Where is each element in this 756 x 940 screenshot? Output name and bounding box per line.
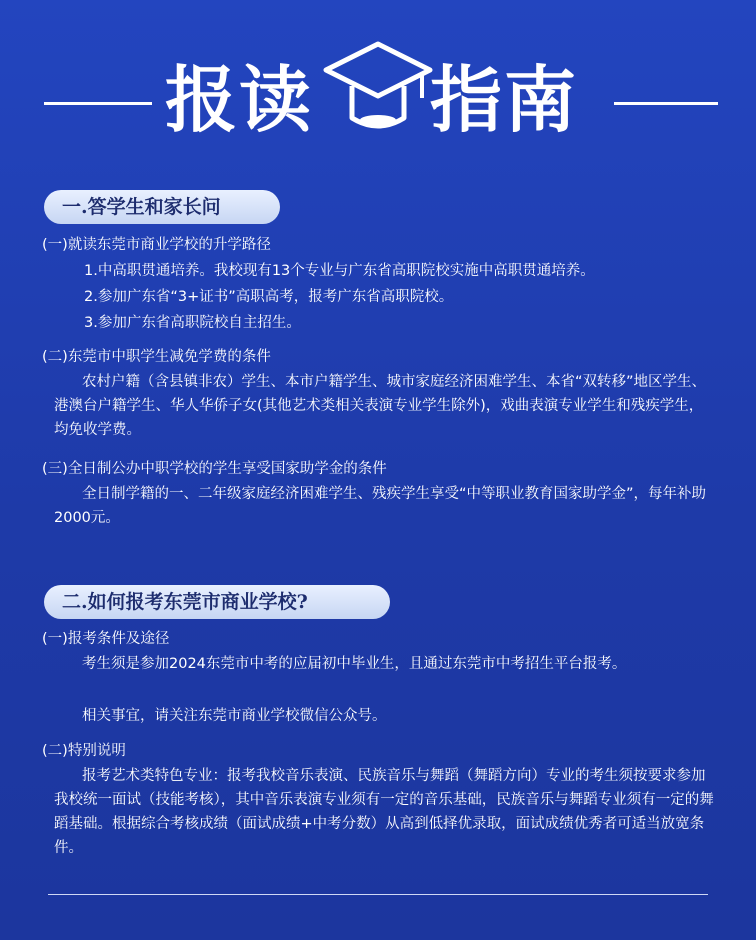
s2-q2-body: 报考艺术类特色专业：报考我校音乐表演、民族音乐与舞蹈（舞蹈方向）专业的考生须按要求参加我校统一面试（技能考核），其中音乐表演专业须有一定的音乐基础，民族音乐与舞蹈专业须有一定的舞蹈基础。根据综合考核成绩（面试成绩+中考分数）从高到低择优录取，面试成绩优秀者可适当放宽条件。 <box>54 768 714 856</box>
s2-q1-body: 考生须是参加2024东莞市中考的应届初中毕业生，且通过东莞市中考招生平台报考。 <box>82 656 627 672</box>
s1-q3-title: (三)全日制公办中职学校的学生享受国家助学金的条件 <box>42 461 387 477</box>
s2-q1-title: (一)报考条件及途径 <box>42 631 170 647</box>
page-header <box>0 40 756 140</box>
header-divider-left <box>44 102 152 105</box>
s2-q2-title: (二)特别说明 <box>42 743 126 759</box>
graduation-cap-icon <box>318 40 438 140</box>
bottom-divider <box>48 894 708 895</box>
section2-heading: 二.如何报考东莞市商业学校? <box>44 585 390 619</box>
section1-heading: 一.答学生和家长问 <box>44 190 280 224</box>
s1-q1-item-1: 1.中高职贯通培养。我校现有13个专业与广东省高职院校实施中高职贯通培养。 <box>84 263 595 279</box>
title-right: 指南 <box>430 58 579 142</box>
s2-q1-note: 相关事宜，请关注东莞市商业学校微信公众号。 <box>82 708 387 724</box>
s1-q1-item-3: 3.参加广东省高职院校自主招生。 <box>84 315 301 331</box>
title-left: 报读 <box>165 58 314 142</box>
header-divider-right <box>614 102 718 105</box>
s1-q3-body: 全日制学籍的一、二年级家庭经济困难学生、残疾学生享受“中等职业教育国家助学金”，每年补助2000元。 <box>54 486 707 526</box>
s1-q2-body: 农村户籍（含县镇非农）学生、本市户籍学生、城市家庭经济困难学生、本省“双转移”地区学生、港澳台户籍学生、华人华侨子女(其他艺术类相关表演专业学生除外)，戏曲表演专业学生和残疾学生，均免收学费。 <box>54 374 707 438</box>
s1-q1-title: (一)就读东莞市商业学校的升学路径 <box>42 237 271 253</box>
s1-q1-item-2: 2.参加广东省“3+证书”高职高考，报考广东省高职院校。 <box>84 289 454 305</box>
s1-q2-title: (二)东莞市中职学生减免学费的条件 <box>42 349 271 365</box>
